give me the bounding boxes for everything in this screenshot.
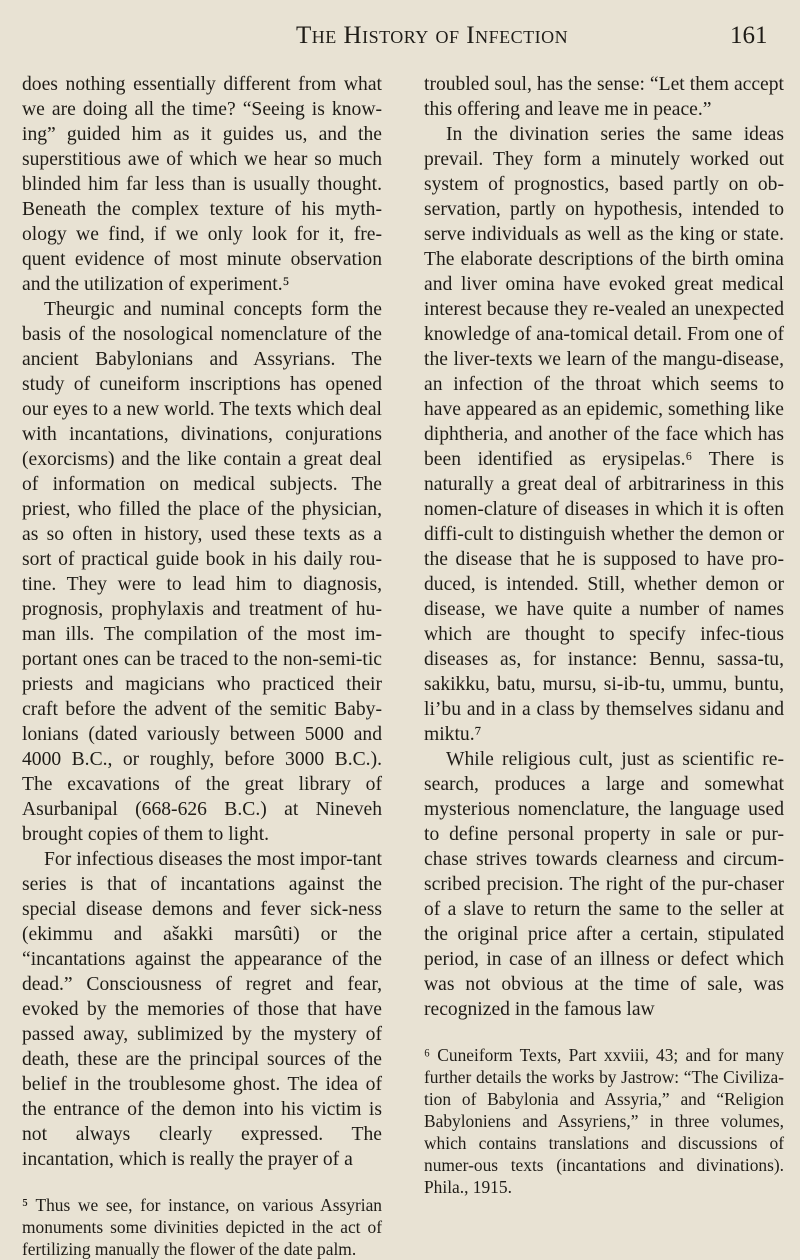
paragraph: While religious cult, just as scientific re-search, produces a large and somewhat mysterious nomenclature, the language used to define personal property in sale or pur-chase strives towards clearness and circum-scribed precision. The right of the pur-chaser of a slave to return the same to the seller at the original price after a certain, stipulated period, in case of an illness or defect which was not obvious at the time of sale, was recognized in the famous law [424, 749, 784, 1020]
footnote: ⁵ Thus we see, for instance, on various Assyrian monuments some divinities depicted in the act of fertilizing manually the flower of the date palm. [22, 1195, 382, 1259]
paragraph: For infectious diseases the most impor-tant series is that of incantations against the special disease demons and fever sick-ness (ekimmu and ašakki marsûti) or the “incantations against the appearance of the dead.” Consciousness of regret and fear, evoked by the memories of those that have passed away, sublimized by the mystery of death, these are the principal sources of the belief in the troublesome ghost. The idea of the entrance of the demon into his victim is not always clearly expressed. The incantation, which is really the prayer of a [22, 849, 382, 1170]
paragraph: In the divination series the same ideas prevail. They form a minutely worked out system of prognostics, based partly on ob-servation, partly on hypothesis, intended to serve individuals as well as the king or state. The elaborate descriptions of the birth omina and liver omina have evoked great medical interest because they re-vealed an unexpected knowledge of ana-tomical detail. From one of the liver-texts we learn of the mangu-disease, an infection of the throat which seems to have appeared as an epidemic, something like diphtheria, and another of the face which has been identified as erysipelas.⁶ There is naturally a great deal of arbitrariness in this nomen-clature of diseases in which it is often diffi-cult to distinguish whether the demon or the disease that he is supposed to have pro-duced, is intended. Still, whether demon or disease, we have quite a number of names which are thought to specify infec-tious diseases as, for instance: Bennu, sassa-tu, sakikku, batu, mursu, si-ib-tu, ummu, buntu, li’bu and in a class by themselves sidanu and miktu.⁷ [424, 124, 784, 745]
right-column [424, 72, 784, 1198]
left-column [22, 72, 382, 1260]
page-number: 161 [730, 22, 768, 49]
page-header [0, 22, 800, 56]
footnote: ⁶ Cuneiform Texts, Part xxviii, 43; and for many further details the works by Jastrow: “The Civiliza-tion of Babylonia and Assyria,” and “Religion Babyloniens and Assyriens,” in three volumes, which contains translations and discussions of numer-ous texts (incantations and divinations). Phila., 1915. [424, 1045, 784, 1197]
paragraph: troubled soul, has the sense: “Let them accept this offering and leave me in peace.” [424, 74, 784, 120]
running-title: The History of Infection [296, 22, 569, 49]
paragraph: Theurgic and numinal concepts form the basis of the nosological nomenclature of the ancient Babylonians and Assyrians. The study of cuneiform inscriptions has opened our eyes to a new world. The texts which deal with incantations, divinations, conjurations (exorcisms) and the like contain a great deal of information on medical subjects. The priest, who filled the place of the physician, as so often in history, used these texts as a sort of practical guide book in his daily rou-tine. They were to lead him to diagnosis, prognosis, prophylaxis and treatment of hu-man ills. The compilation of the most im-portant ones can be traced to the non-semi-tic priests and magicians who practiced their craft before the advent of the semitic Baby-lonians (dated variously between 5000 and 4000 B.C., or roughly, before 3000 B.C.). The excavations of the great library of Asurbanipal (668-626 B.C.) at Nineveh brought copies of them to light. [22, 299, 382, 845]
paragraph: does nothing essentially different from what we are doing all the time? “Seeing is know-ing” guided him as it guides us, and the superstitious awe of which we hear so much blinded him far less than is usually thought. Beneath the complex texture of his myth-ology we find, if we only look for it, fre-quent evidence of most minute observation and the utilization of experiment.⁵ [22, 74, 382, 295]
